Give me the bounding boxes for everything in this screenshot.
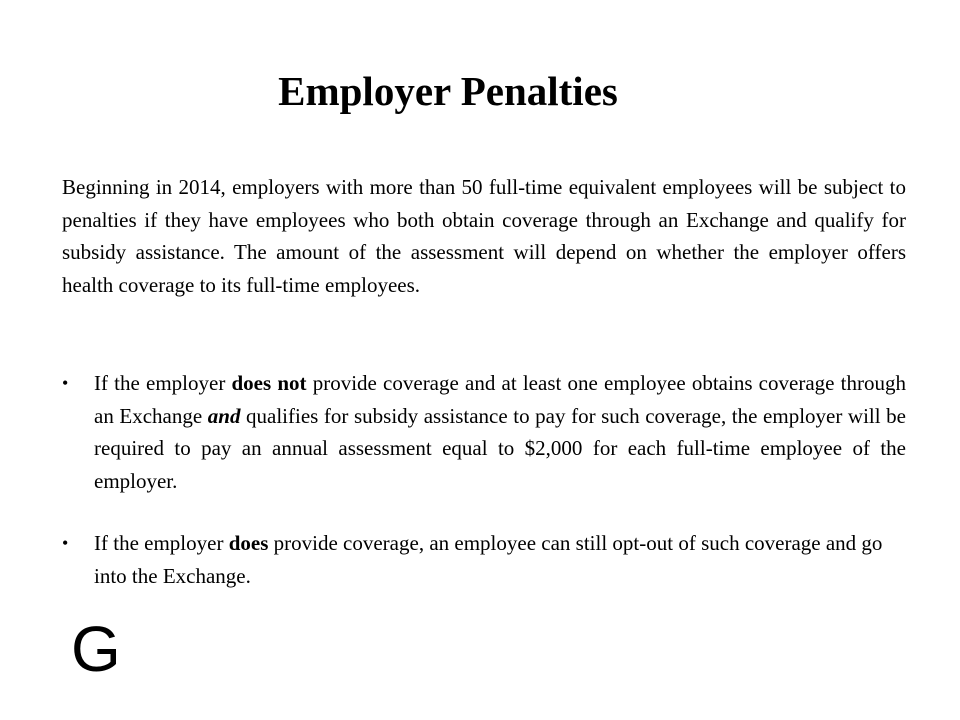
bullet-item-coverage xyxy=(62,527,906,592)
bullet-text-pre: If the employer xyxy=(94,371,232,395)
bullet-icon: • xyxy=(62,373,69,393)
bullet-text-bold: does xyxy=(228,531,269,555)
bullet-item-no-coverage xyxy=(62,367,906,497)
bullet-icon: • xyxy=(62,533,69,553)
bullet-text-bold-italic: and xyxy=(207,403,241,428)
bullet-list xyxy=(62,367,906,592)
bullet-text-post: provide coverage, an employee can still opt-out of such coverage and go into the Exchange. xyxy=(94,531,883,588)
bullet-text-post: qualifies for subsidy assistance to pay for such coverage, the employer will be required to pay an annual assessment equal to $2,000 for each full-time employee of the employer. xyxy=(94,403,906,493)
intro-paragraph: Beginning in 2014, employers with more than 50 full-time equivalent employees will be subject to penalties if they have employees who both obtain coverage through an Exchange and qualify for subsidy assistance. The amount of the assessment will depend on whether the employer offers health coverage to its full-time employees. xyxy=(62,175,906,297)
bullet-text-pre: If the employer xyxy=(94,531,229,555)
bullet-text-mid: provide coverage and at least one employee obtains coverage through an Exchange xyxy=(94,371,906,428)
bullet-text-bold: does not xyxy=(231,371,307,395)
page-title: Employer Penalties xyxy=(278,68,618,114)
g-logo-icon: G xyxy=(71,613,121,685)
